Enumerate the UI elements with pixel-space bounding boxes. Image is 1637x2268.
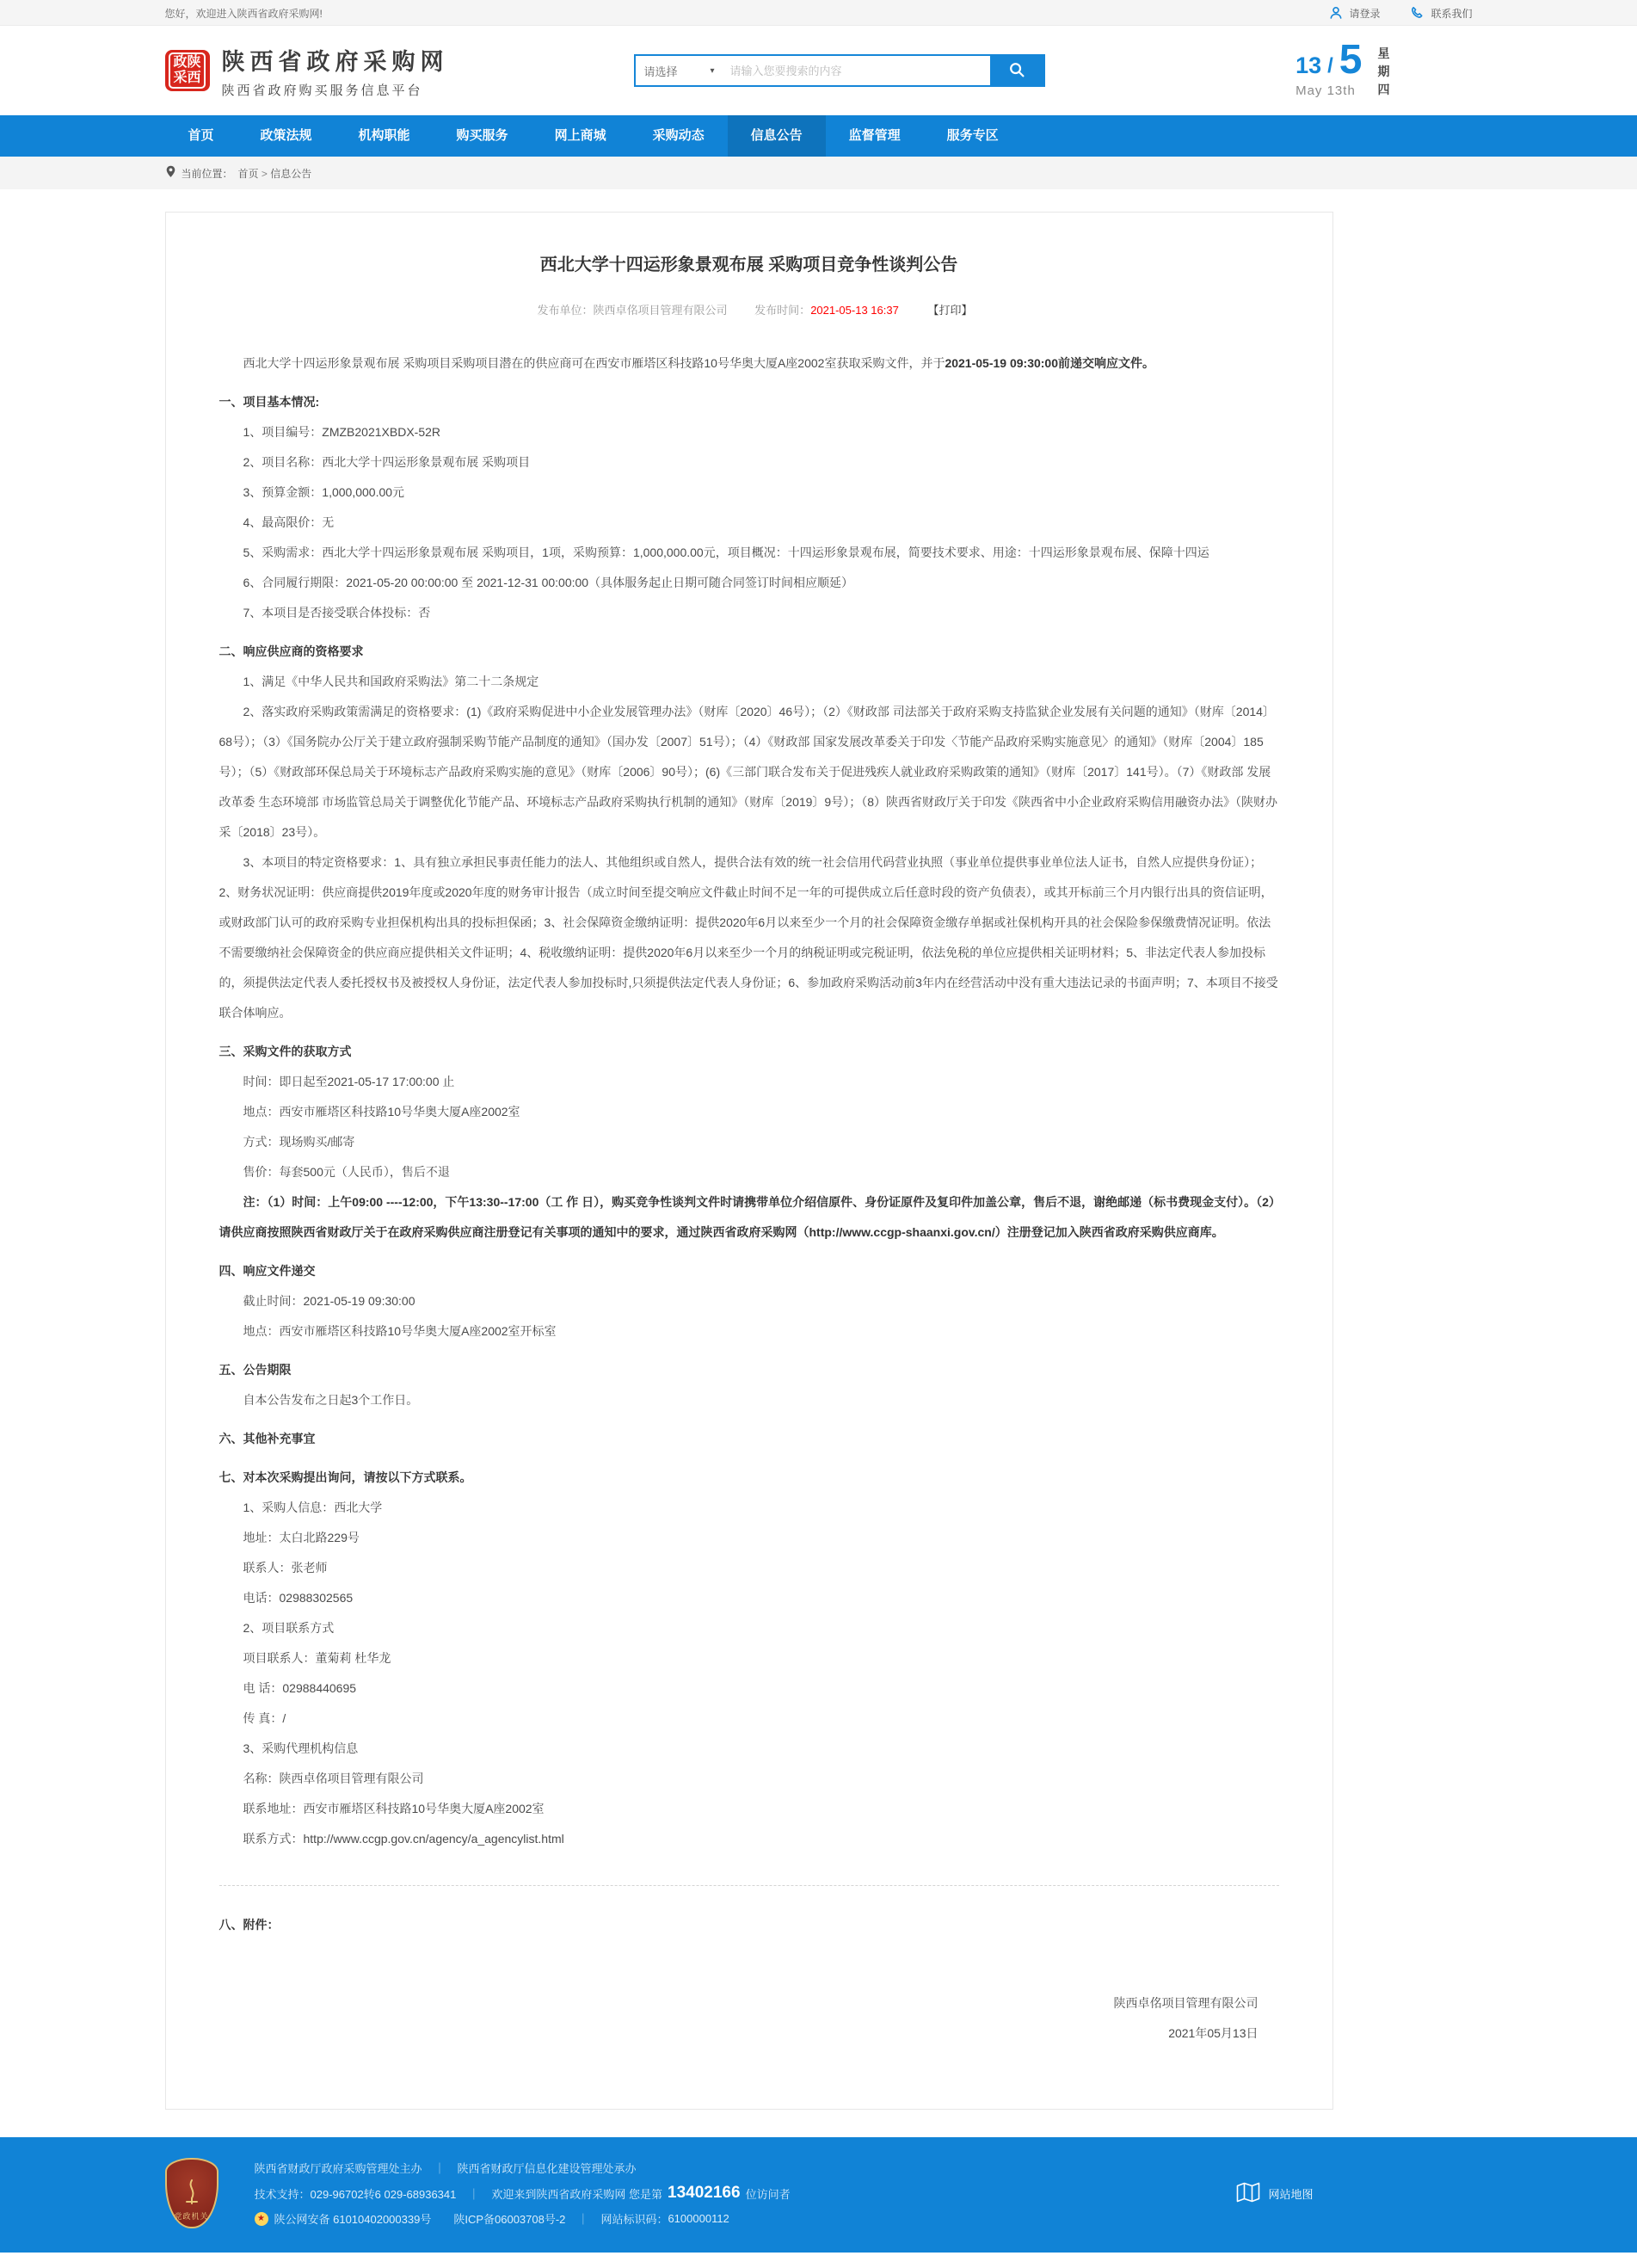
contact-link[interactable]: 联系我们 bbox=[1411, 6, 1472, 21]
party-gov-badge-icon: 党政机关 bbox=[165, 2158, 218, 2228]
search-button[interactable] bbox=[990, 56, 1043, 85]
doc-paragraph: 电 话：02988440695 bbox=[243, 1681, 357, 1695]
date-widget: 13 / 5 May 13th 星 期 四 bbox=[1295, 36, 1390, 99]
doc-paragraph: 7、本项目是否接受联合体投标：否 bbox=[243, 606, 431, 619]
nav-item-机构职能[interactable]: 机构职能 bbox=[358, 128, 410, 143]
doc-paragraph: 注：（1）时间：上午09:00 ----12:00，下午13:30--17:00（工 作 日），购买竞争性谈判文件时请携带单位介绍信原件、身份证原件及复印件加盖公章，售后不退，谢绝邮递（标书费现金支付）。（2）请供应商按照陕西省财政厅关于在政府采购供应商注册登记有关事项的通知中的要求，通过陕西省政府采购网（http://www.ccgp-shaanxi.gov.cn/）注册登记加入陕西省政府采购供应商库。 bbox=[218, 1195, 1275, 1239]
doc-paragraph: 5、采购需求：西北大学十四运形象景观布展 采购项目，1项，采购预算：1,000,000.00元，项目概况：十四运形象景观布展，简要技术要求、用途：十四运形象景观布展、保障十四运 bbox=[243, 545, 1209, 559]
nav-item-采购动态[interactable]: 采购动态 bbox=[652, 128, 705, 143]
doc-paragraph: 联系方式：http://www.ccgp.gov.cn/agency/a_agencylist.html bbox=[243, 1832, 564, 1846]
beian-icp[interactable]: 陕ICP备06003708号-2 bbox=[453, 2213, 566, 2226]
logo-icon: 政陕 采西 bbox=[165, 50, 210, 91]
doc-paragraph: 地点：西安市雁塔区科技路10号华奥大厦A座2002室 bbox=[243, 1105, 520, 1119]
topbar bbox=[0, 0, 1637, 26]
doc-paragraph: 1、项目编号：ZMZB2021XBDX-52R bbox=[243, 425, 441, 439]
doc-section-heading: 二、响应供应商的资格要求 bbox=[218, 644, 364, 658]
doc-paragraph: 2、落实政府采购政策需满足的资格要求：(1)《政府采购促进中小企业发展管理办法》（财库〔2020〕46号）；（2）《财政部 司法部关于政府采购支持监狱企业发展有关问题的通知》（财库〔2014〕68号）；（3）《国务院办公厅关于建立政府强制采购节能产品制度的通知》（国办发〔2007〕51号）；（4）《财政部 国家发展改革委关于印发〈节能产品政府采购实施意见〉的通知》（财库〔2004〕185号）；（5）《财政部环保总局关于环境标志产品政府采购实施的意见》（财库〔2006〕90号）；(6)《三部门联合发布关于促进残疾人就业政府采购政策的通知》（财库〔2017〕141号）。（7）《财政部 发展改革委 生态环境部 市场监管总局关于调整优化节能产品、环境标志产品政府采购执行机制的通知》（财库〔2019〕9号）；（8）陕西省财政厅关于印发《陕西省中小企业政府采购信用融资办法》（陕财办采〔2018〕23号）。 bbox=[218, 705, 1277, 839]
doc-paragraph: 地址：太白北路229号 bbox=[243, 1531, 360, 1544]
breadcrumb-bar bbox=[0, 157, 1637, 189]
doc-signoff: 陕西卓佲项目管理有限公司 bbox=[1113, 1996, 1259, 2010]
site-title: 陕西省政府采购网 bbox=[221, 48, 449, 75]
doc-paragraph: 自本公告发布之日起3个工作日。 bbox=[243, 1393, 419, 1407]
nav-item-信息公告[interactable]: 信息公告 bbox=[728, 115, 826, 157]
site-header bbox=[0, 26, 1637, 115]
date-day: 13 bbox=[1295, 52, 1322, 78]
print-button[interactable]: 【打印】 bbox=[927, 304, 973, 317]
welcome-text: 您好，欢迎进入陕西省政府采购网! bbox=[164, 7, 323, 20]
breadcrumb-item-信息公告[interactable]: 信息公告 bbox=[270, 167, 312, 180]
doc-section-heading: 一、项目基本情况: bbox=[218, 395, 320, 409]
footer-support-line: 技术支持：029-96702转6 029-68936341 ｜ 欢迎来到陕西省政府采购网 您是第 13402166 位访问者 bbox=[254, 2184, 791, 2202]
doc-paragraph: 电话：02988302565 bbox=[243, 1591, 354, 1605]
publisher-label: 发布单位： bbox=[537, 304, 594, 317]
visitor-count: 13402166 bbox=[668, 2184, 741, 2202]
doc-paragraph: 1、采购人信息：西北大学 bbox=[243, 1501, 383, 1514]
doc-section-heading: 五、公告期限 bbox=[218, 1363, 292, 1377]
document-body bbox=[200, 348, 1298, 2049]
document-meta bbox=[200, 301, 1298, 317]
footer-beian-line: ★ 陕公网安备 61010402000339号 陕ICP备06003708号-2 ｜ 网站标识码： 6100000112 bbox=[255, 2210, 791, 2227]
site-code: 6100000112 bbox=[668, 2212, 729, 2225]
doc-paragraph: 1、满足《中华人民共和国政府采购法》第二十二条规定 bbox=[243, 675, 539, 688]
nav-item-服务专区[interactable]: 服务专区 bbox=[946, 128, 999, 143]
doc-paragraph: 2、项目联系方式 bbox=[243, 1621, 335, 1635]
doc-paragraph: 4、最高限价：无 bbox=[243, 515, 335, 529]
doc-paragraph: 时间：即日起至2021-05-17 17:00:00 止 bbox=[243, 1075, 455, 1088]
public-security-badge-icon: ★ bbox=[255, 2212, 268, 2226]
doc-section-heading: 六、其他补充事宜 bbox=[218, 1432, 316, 1445]
doc-paragraph: 名称：陕西卓佲项目管理有限公司 bbox=[243, 1772, 424, 1785]
nav-item-网上商城[interactable]: 网上商城 bbox=[554, 128, 606, 143]
doc-section-heading: 四、响应文件递交 bbox=[218, 1264, 316, 1278]
breadcrumb-item-首页[interactable]: 首页 bbox=[237, 167, 259, 180]
doc-section-heading: 三、采购文件的获取方式 bbox=[218, 1045, 352, 1058]
doc-paragraph: 3、采购代理机构信息 bbox=[243, 1741, 359, 1755]
doc-paragraph: 售价：每套500元（人民币），售后不退 bbox=[243, 1165, 450, 1179]
nav-item-首页[interactable]: 首页 bbox=[188, 128, 214, 143]
doc-paragraph: 2、项目名称：西北大学十四运形象景观布展 采购项目 bbox=[243, 455, 531, 469]
search-bar bbox=[634, 54, 1045, 87]
breadcrumb bbox=[238, 166, 312, 181]
doc-paragraph: 3、本项目的特定资格要求：1、具有独立承担民事责任能力的法人、其他组织或自然人，提供合法有效的统一社会信用代码营业执照（事业单位提供事业单位法人证书，自然人应提供身份证）；2、财务状况证明：供应商提供2019年度或2020年度的财务审计报告（成立时间至提交响应文件截止时间不足一年的可提供成立后任意时段的资产负债表），或其开标前三个月内银行出具的资信证明，或财政部门认可的政府采购专业担保机构出具的投标担保函；3、社会保障资金缴纳证明：提供2020年6月以来至少一个月的社会保障资金缴存单据或社保机构开具的社会保险参保缴费情况证明。依法不需要缴纳社会保障资金的供应商应提供相关文件证明；4、税收缴纳证明：提供2020年6月以来至少一个月的纳税证明或完税证明，依法免税的单位应提供相关证明材料；5、非法定代表人参加投标的，须提供法定代表人委托授权书及被授权人身份证，法定代表人参加投标时,只须提供法定代表人身份证；6、参加政府采购活动前3年内在经营活动中没有重大违法记录的书面声明；7、本项目不接受联合体响应。 bbox=[218, 855, 1278, 1020]
chevron-down-icon: ▾ bbox=[710, 65, 715, 76]
breadcrumb-label: 当前位置： bbox=[181, 167, 233, 180]
doc-paragraph: 西北大学十四运形象景观布展 采购项目采购项目潜在的供应商可在西安市雁塔区科技路10号华奥大厦A座2002室获取采购文件，并于2021-05-19 09:30:00前递交响应文件。 bbox=[243, 356, 1154, 370]
nav-item-政策法规[interactable]: 政策法规 bbox=[260, 128, 312, 143]
breadcrumb-separator: > bbox=[258, 167, 271, 180]
doc-paragraph: 联系地址：西安市雁塔区科技路10号华奥大厦A座2002室 bbox=[243, 1802, 545, 1815]
sitemap-link[interactable]: 网站地图 bbox=[1236, 2182, 1313, 2205]
doc-paragraph: 传 真：/ bbox=[243, 1711, 286, 1725]
doc-section-heading: 八、附件： bbox=[218, 1918, 280, 1932]
site-footer bbox=[0, 2137, 1637, 2253]
doc-signoff: 2021年05月13日 bbox=[1168, 2026, 1259, 2040]
doc-paragraph: 3、预算金额：1,000,000.00元 bbox=[243, 485, 405, 499]
search-icon bbox=[1008, 61, 1025, 81]
doc-paragraph: 项目联系人：董菊莉 杜华龙 bbox=[243, 1651, 391, 1665]
footer-organizer-line: 陕西省财政厅政府采购管理处主办 ｜ 陕西省财政厅信息化建设管理处承办 bbox=[254, 2162, 637, 2175]
map-icon bbox=[1236, 2182, 1260, 2205]
doc-paragraph: 地点：西安市雁塔区科技路10号华奥大厦A座2002室开标室 bbox=[243, 1324, 557, 1338]
main-nav bbox=[0, 115, 1637, 157]
doc-paragraph: 截止时间：2021-05-19 09:30:00 bbox=[243, 1294, 415, 1308]
doc-paragraph: 联系人：张老师 bbox=[243, 1561, 328, 1575]
dotted-divider bbox=[219, 1885, 1279, 1886]
page-title: 西北大学十四运形象景观布展 采购项目竞争性谈判公告 bbox=[539, 256, 958, 274]
publisher-value: 陕西卓佲项目管理有限公司 bbox=[593, 304, 728, 317]
nav-item-购买服务[interactable]: 购买服务 bbox=[456, 128, 508, 143]
search-category-select[interactable]: 请选择 ▾ bbox=[643, 65, 715, 78]
beian-gongan[interactable]: 陕公网安备 61010402000339号 bbox=[274, 2213, 432, 2226]
search-input[interactable] bbox=[723, 56, 990, 85]
user-icon bbox=[1329, 6, 1343, 20]
doc-paragraph: 方式：现场购买/邮寄 bbox=[243, 1135, 355, 1149]
nav-item-监督管理[interactable]: 监督管理 bbox=[848, 128, 901, 143]
date-month: 5 bbox=[1339, 36, 1363, 83]
site-subtitle: 陕西省政府购买服务信息平台 bbox=[221, 83, 423, 98]
announcement-document bbox=[165, 212, 1333, 2110]
doc-paragraph: 6、合同履行期限：2021-05-20 00:00:00 至 2021-12-31 00:00:00（具体服务起止日期可随合同签订时间相应顺延） bbox=[243, 576, 854, 589]
doc-section-heading: 七、对本次采购提出询问，请按以下方式联系。 bbox=[218, 1470, 472, 1484]
phone-icon bbox=[1411, 6, 1425, 20]
publish-time-label: 发布时间： bbox=[754, 304, 811, 317]
site-logo[interactable] bbox=[165, 43, 552, 99]
login-link[interactable]: 请登录 bbox=[1329, 6, 1380, 21]
publish-time-value: 2021-05-13 16:37 bbox=[810, 304, 899, 317]
location-pin-icon bbox=[165, 165, 176, 181]
weekday-label: 星 期 四 bbox=[1377, 46, 1390, 96]
